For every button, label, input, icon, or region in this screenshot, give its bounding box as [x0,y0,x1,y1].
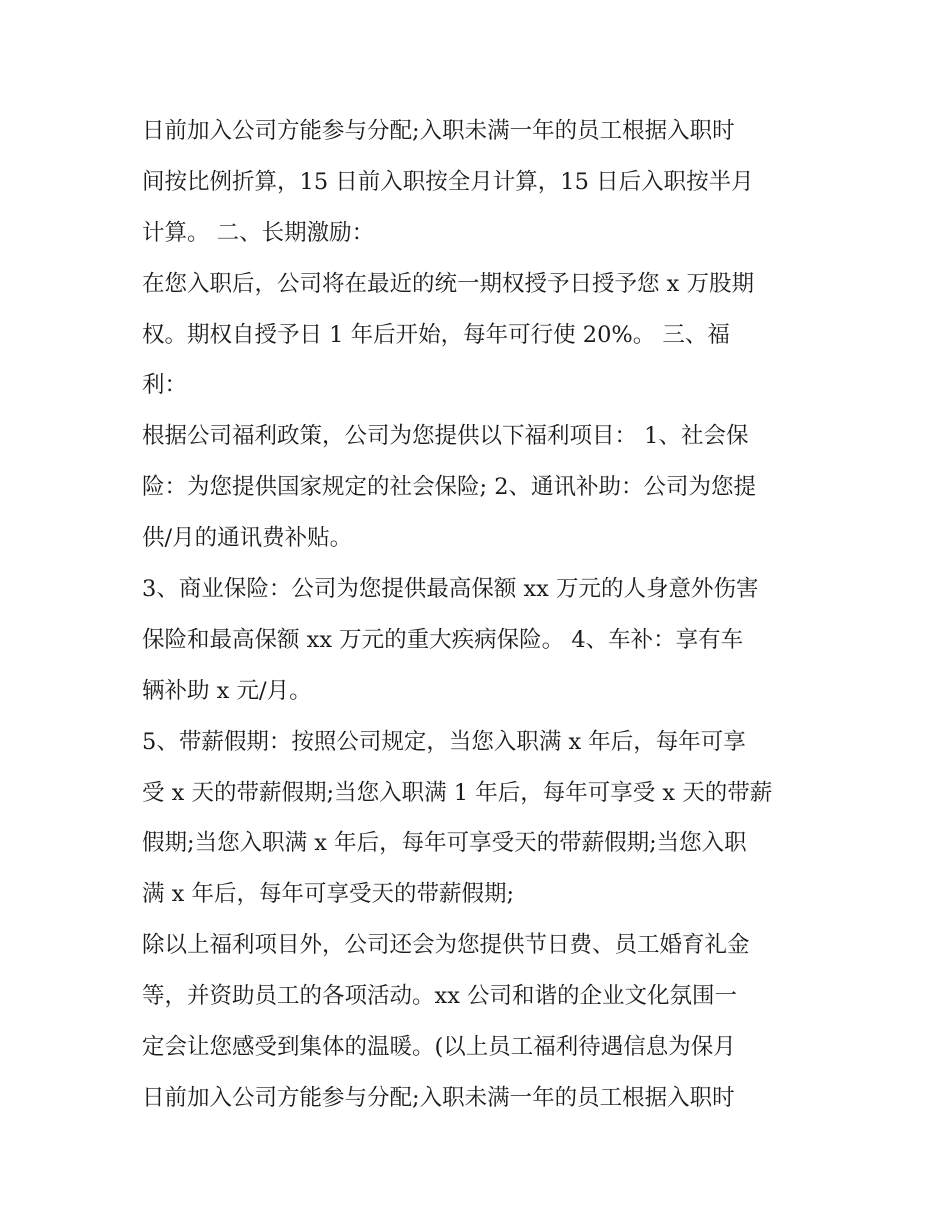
text-line: 假期;当您入职满 x 年后，每年可享受天的带薪假期;当您入职 [142,830,747,857]
text-line: 5、带薪假期：按照公司规定，当您入职满 x 年后，每年可享 [142,728,746,755]
text-line: 权。期权自授予日 1 年后开始，每年可行使 20%。 三、福 [142,321,730,348]
text-line: 供/月的通讯费补贴。 [142,525,353,552]
text-line: 辆补助 x 元/月。 [142,677,312,704]
text-line: 定会让您感受到集体的温暖。(以上员工福利待遇信息为保月 [142,1034,736,1061]
text-line: 日前加入公司方能参与分配;入职未满一年的员工根据入职时 [142,1084,735,1111]
text-line: 等，并资助员工的各项活动。xx 公司和谐的企业文化氛围一 [142,983,738,1010]
text-line: 计算。 二、长期激励： [142,219,375,246]
text-line: 险：为您提供国家规定的社会保险; 2、通讯补助：公司为您提 [142,474,757,501]
text-line: 受 x 天的带薪假期;当您入职满 1 年后，每年可享受 x 天的带薪 [142,779,773,806]
document-body [142,106,842,1124]
text-line: 根据公司福利政策，公司为您提供以下福利项目： 1、社会保 [142,423,749,450]
text-line: 间按比例折算，15 日前入职按全月计算，15 日后入职按半月 [142,168,754,195]
text-line: 3、商业保险：公司为您提供最高保额 xx 万元的人身意外伤害 [142,576,759,603]
text-line: 满 x 年后，每年可享受天的带薪假期; [142,881,515,908]
text-line: 在您入职后，公司将在最近的统一期权授予日授予您 x 万股期 [142,270,754,297]
text-line: 保险和最高保额 xx 万元的重大疾病保险。 4、车补：享有车 [142,626,744,653]
text-line: 除以上福利项目外，公司还会为您提供节日费、员工婚育礼金 [142,932,750,959]
text-line: 利： [142,372,188,399]
text-line: 日前加入公司方能参与分配;入职未满一年的员工根据入职时 [142,118,735,144]
